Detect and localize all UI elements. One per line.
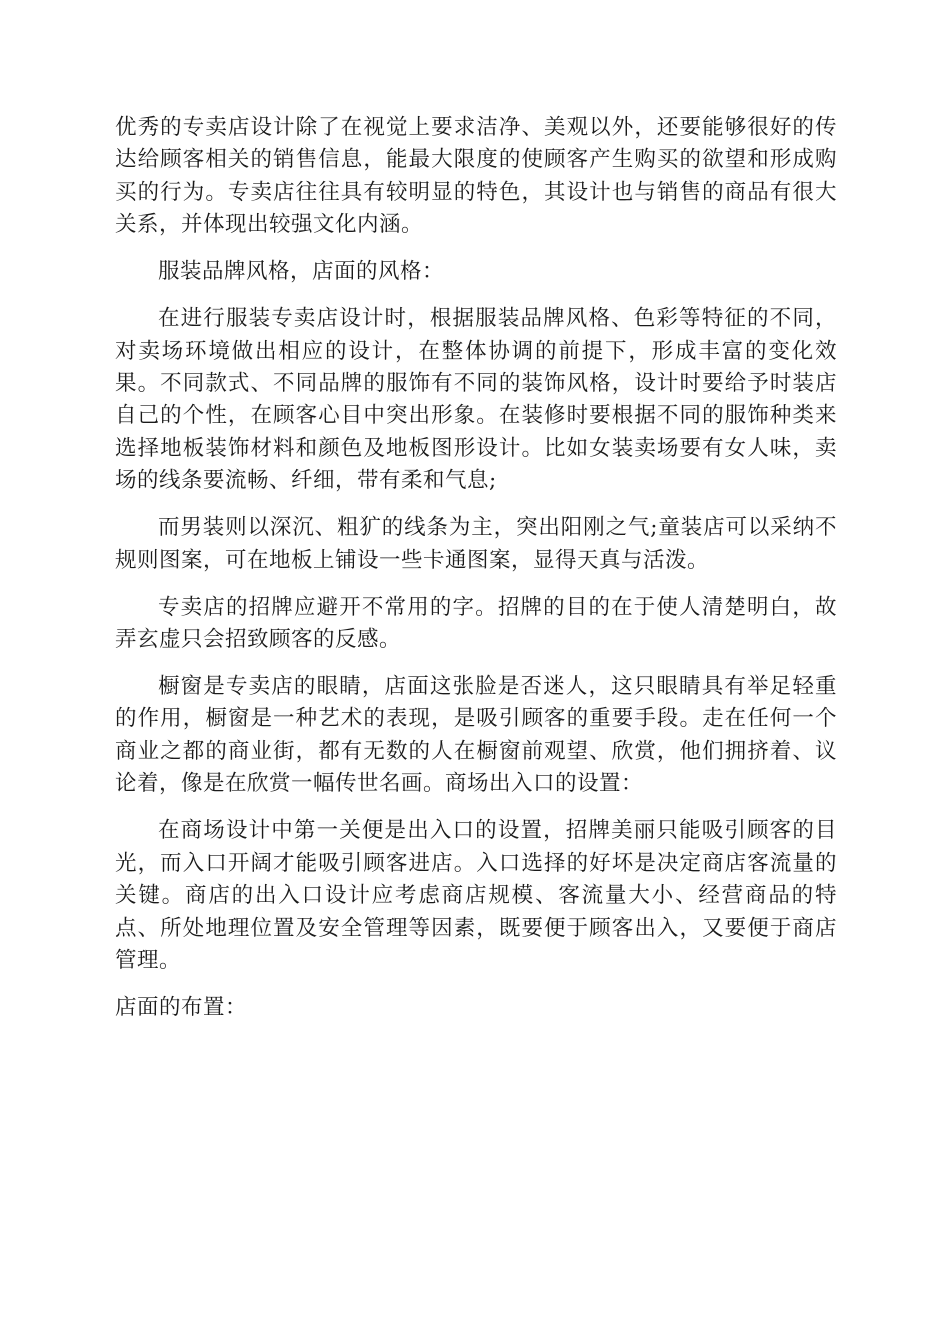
paragraph-intro: 优秀的专卖店设计除了在视觉上要求洁净、美观以外，还要能够很好的传达给顾客相关的销售信息，能最大限度的使顾客产生购买的欲望和形成购买的行为。专卖店往往具有较明显的特色，其设计也与销售的商品有很大关系，并体现出较强文化内涵。 <box>115 115 837 238</box>
paragraph-window: 橱窗是专卖店的眼睛，店面这张脸是否迷人，这只眼睛具有举足轻重的作用，橱窗是一种艺术的表现，是吸引顾客的重要手段。走在任何一个商业之都的商业街，都有无数的人在橱窗前观望、欣赏，他们拥挤着、议论着，像是在欣赏一幅传世名画。商场出入口的设置： <box>115 674 837 797</box>
document-body <box>115 112 837 1039</box>
paragraph-entrance: 在商场设计中第一关便是出入口的设置，招牌美丽只能吸引顾客的目光，而入口开阔才能吸引顾客进店。入口选择的好坏是决定商店客流量的关键。商店的出入口设计应考虑商店规模、客流量大小、经营商品的特点、所处地理位置及安全管理等因素，既要便于顾客出入，又要便于商店管理。 <box>115 818 837 973</box>
paragraph-brand-design: 在进行服装专卖店设计时，根据服装品牌风格、色彩等特征的不同，对卖场环境做出相应的设计，在整体协调的前提下，形成丰富的变化效果。不同款式、不同品牌的服饰有不同的装饰风格，设计时要给予时装店自己的个性，在顾客心目中突出形象。在装修时要根据不同的服饰种类来选择地板装饰材料和颜色及地板图形设计。比如女装卖场要有女人味，卖场的线条要流畅、纤细，带有柔和气息; <box>115 306 837 494</box>
heading-brand-style: 服装品牌风格，店面的风格： <box>158 259 445 285</box>
paragraph-signboard: 专卖店的招牌应避开不常用的字。招牌的目的在于使人清楚明白，故弄玄虚只会招致顾客的反感。 <box>115 594 837 653</box>
heading-store-layout: 店面的布置： <box>115 994 248 1020</box>
paragraph-menswear: 而男装则以深沉、粗犷的线条为主，突出阳刚之气;童装店可以采纳不规则图案，可在地板上铺设一些卡通图案，显得天真与活泼。 <box>115 515 837 573</box>
